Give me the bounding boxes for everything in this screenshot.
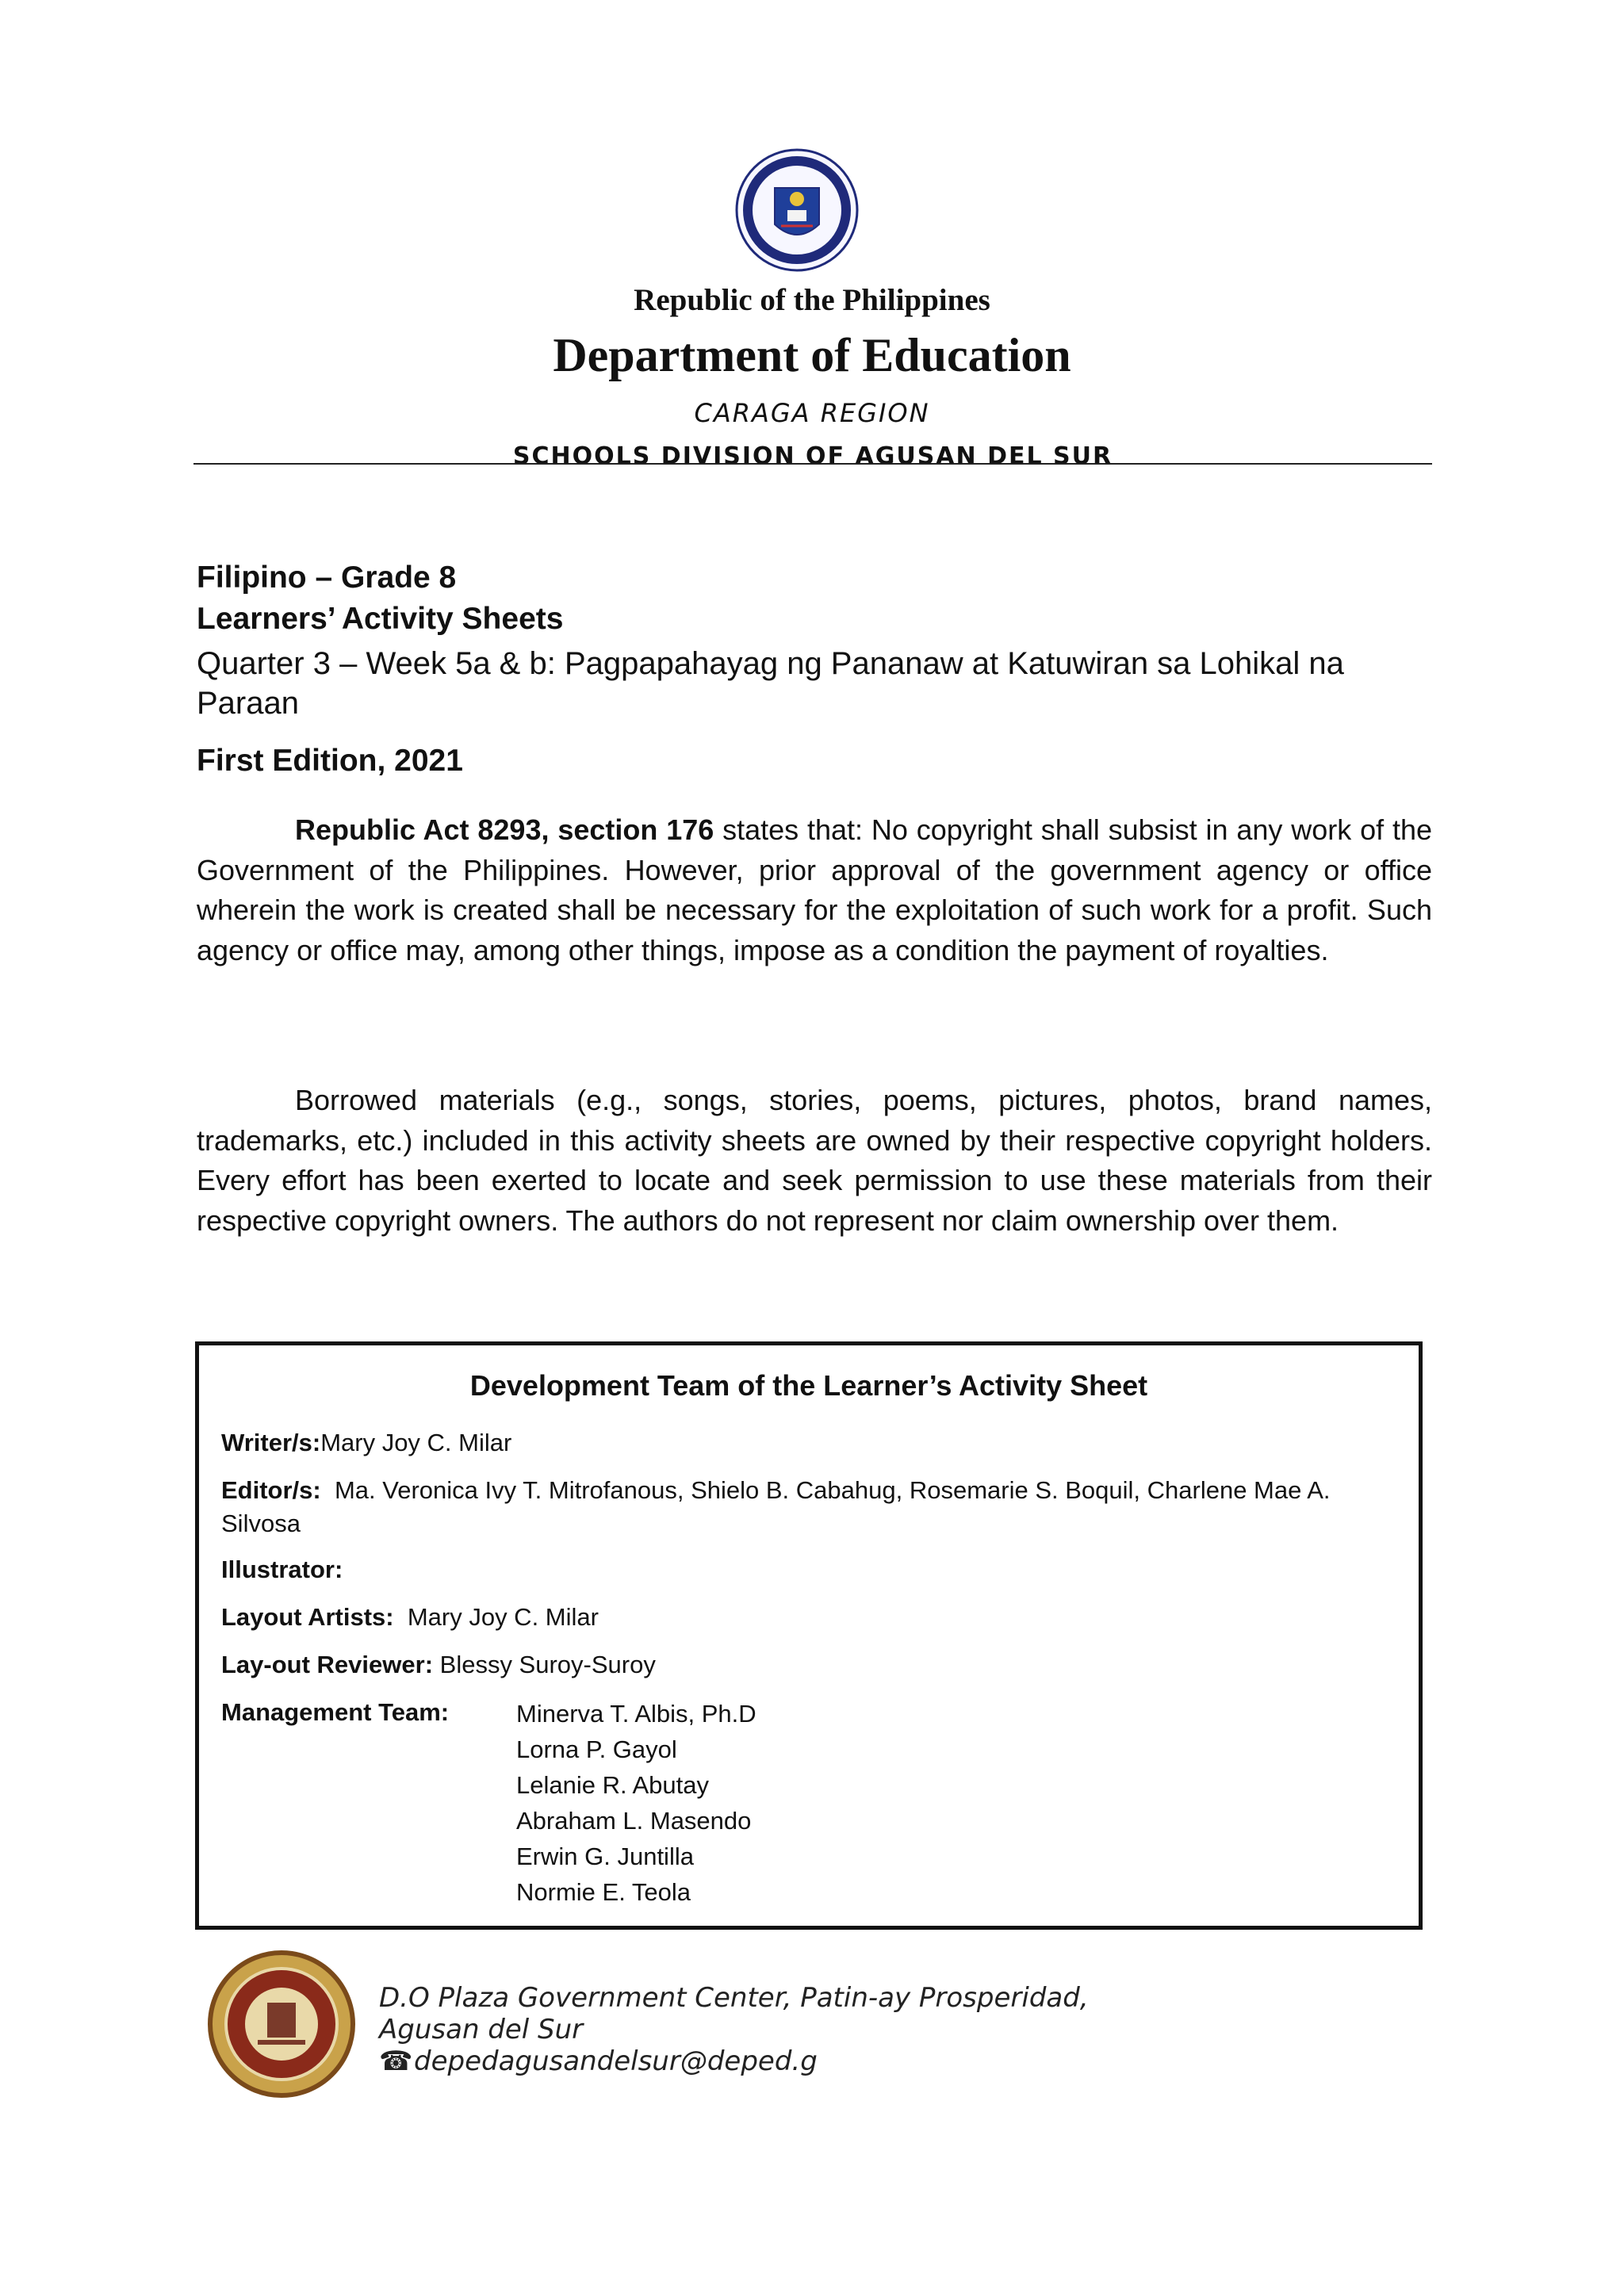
- region-label: CARAGA REGION: [694, 398, 930, 428]
- sheet-type: Learners’ Activity Sheets: [197, 602, 564, 636]
- borrowed-text: Borrowed materials (e.g., songs, stories, poems, pictures, photos, brand names, trademarks, etc.) included in this activity sheets are owned by their respective copyright holders. Every effort has been exerted to locate and seek permission to use these materials from their respective copyright owners. The authors do not represent nor claim ownership over them.: [197, 1084, 1432, 1237]
- management-member: Minerva T. Albis, Ph.D: [516, 1700, 756, 1728]
- division-seal-icon: [202, 1949, 361, 2099]
- division-label-clip: [193, 441, 1432, 465]
- copyright-text: states that: No copyright shall subsist in any work of the Government of the Philippines. However, prior approval of the government agency or office wherein the work is created shall be necessary for the exploitation of such work for a profit. Such agency or office may, among other things, impose as a condition the payment of royalties.: [197, 813, 1432, 966]
- footer-email-row: [379, 2045, 823, 2082]
- management-member: Erwin G. Juntilla: [516, 1843, 694, 1870]
- illustrator-row: [221, 1553, 1411, 1586]
- republic-label: Republic of the Philippines: [634, 283, 990, 317]
- writers-value: Mary Joy C. Milar: [320, 1429, 512, 1456]
- footer-email: depedagusandelsur@deped.g: [414, 2045, 818, 2077]
- department-title: Department of Education: [553, 329, 1071, 381]
- development-team-box: [195, 1341, 1423, 1930]
- layout-reviewer-value: Blessy Suroy-Suroy: [439, 1651, 656, 1678]
- team-heading: Development Team of the Learner’s Activity Sheet: [469, 1369, 1148, 1402]
- layout-artists-label: Layout Artists:: [221, 1603, 394, 1631]
- header-divider: [193, 463, 1432, 465]
- copyright-paragraph: [197, 810, 1432, 970]
- layout-artists-row: [221, 1601, 1411, 1634]
- quarter-title: Quarter 3 – Week 5a & b: Pagpapahayag ng Pananaw at Katuwiran sa Lohikal na Paraan: [197, 646, 1344, 721]
- phone-icon: ☎: [379, 2045, 413, 2077]
- writers-row: [221, 1426, 1411, 1460]
- management-member: Normie E. Teola: [516, 1878, 691, 1906]
- management-member: Lorna P. Gayol: [516, 1735, 677, 1763]
- deped-seal-icon: [718, 147, 876, 274]
- editors-row: [221, 1474, 1411, 1540]
- layout-reviewer-label: Lay-out Reviewer:: [221, 1651, 434, 1678]
- copyright-law: Republic Act 8293, section 176: [295, 813, 714, 846]
- editors-label: Editor/s:: [221, 1476, 321, 1504]
- management-team-list: [516, 1696, 756, 1910]
- division-label: SCHOOLS DIVISION OF AGUSAN DEL SUR: [512, 442, 1113, 465]
- subject-grade: Filipino – Grade 8: [197, 561, 457, 595]
- footer-address: D.O Plaza Government Center, Patin-ay Prosperidad, Agusan del Sur: [379, 1982, 1089, 2045]
- illustrator-label: Illustrator:: [221, 1556, 343, 1583]
- writers-label: Writer/s:: [221, 1429, 321, 1456]
- edition: First Edition, 2021: [197, 744, 463, 778]
- layout-reviewer-row: [221, 1648, 1411, 1682]
- editors-value: Ma. Veronica Ivy T. Mitrofanous, Shielo B. Cabahug, Rosemarie S. Boquil, Charlene Mae A. Silvosa: [221, 1476, 1331, 1537]
- borrowed-materials-paragraph: [197, 1081, 1432, 1241]
- management-member: Lelanie R. Abutay: [516, 1771, 710, 1799]
- management-team-label: Management Team:: [221, 1698, 450, 1726]
- management-member: Abraham L. Masendo: [516, 1807, 752, 1835]
- layout-artists-value: Mary Joy C. Milar: [407, 1603, 599, 1631]
